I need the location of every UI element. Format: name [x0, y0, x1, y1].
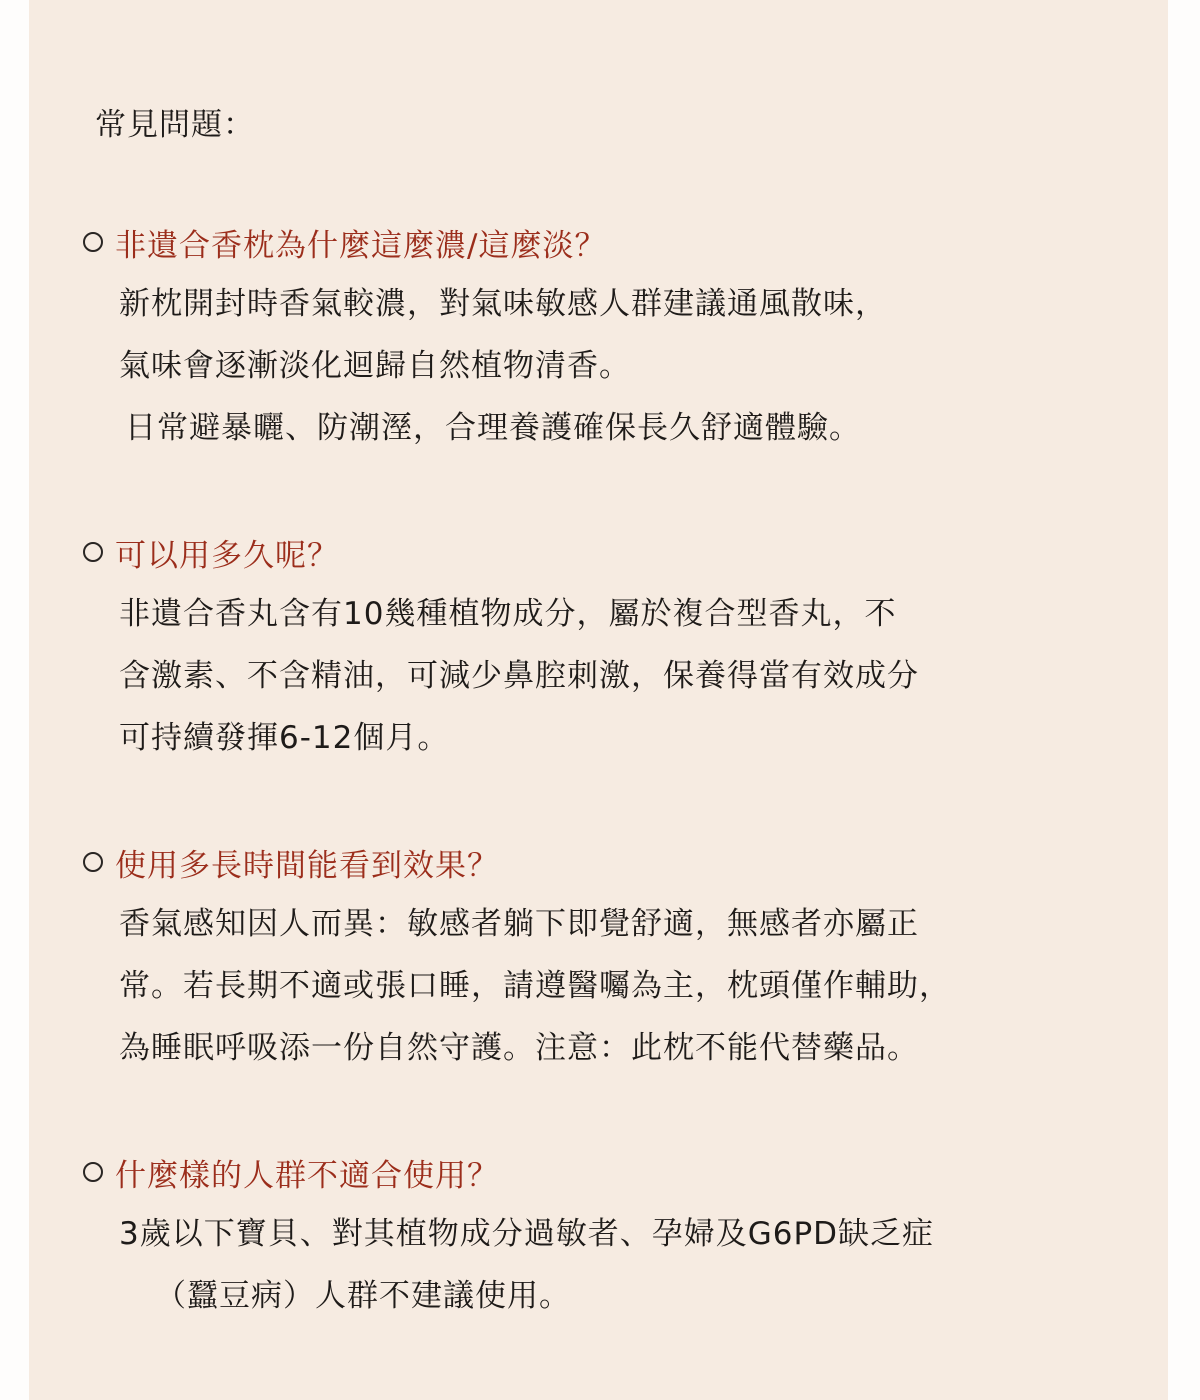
circle-bullet-icon — [83, 1162, 103, 1182]
faq-answer-line: 非遺合香丸含有10幾種植物成分，屬於複合型香丸，不 — [119, 596, 897, 632]
faq-question-row — [83, 842, 499, 882]
faq-question: 使用多長時間能看到效果？ — [115, 847, 499, 884]
circle-bullet-icon — [83, 232, 103, 252]
faq-question-row — [83, 532, 339, 572]
faq-question: 可以用多久呢？ — [115, 537, 339, 574]
faq-answer-line: 氣味會逐漸淡化迴歸自然植物清香。 — [119, 348, 631, 384]
faq-answer-line: （蠶豆病）人群不建議使用。 — [155, 1278, 571, 1314]
faq-answer-line: 可持續發揮6-12個月。 — [119, 720, 450, 756]
faq-answer-line: 新枕開封時香氣較濃，對氣味敏感人群建議通風散味， — [119, 286, 887, 322]
faq-question-row — [83, 222, 606, 262]
faq-question-row — [83, 1152, 499, 1192]
faq-answer-line: 日常避暴曬、防潮溼，合理養護確保長久舒適體驗。 — [125, 410, 861, 446]
faq-answer-line: 常。若長期不適或張口睡，請遵醫囑為主，枕頭僅作輔助， — [119, 968, 951, 1004]
faq-answer-line: 含激素、不含精油，可減少鼻腔刺激，保養得當有效成分 — [119, 658, 919, 694]
circle-bullet-icon — [83, 542, 103, 562]
faq-answer-line: 為睡眠呼吸添一份自然守護。注意：此枕不能代替藥品。 — [119, 1030, 919, 1066]
faq-question: 什麼樣的人群不適合使用？ — [115, 1157, 499, 1194]
faq-question: 非遺合香枕為什麼這麼濃/這麼淡？ — [115, 227, 607, 264]
faq-answer-line: 3歲以下寶貝、對其植物成分過敏者、孕婦及G6PD缺乏症 — [119, 1216, 935, 1252]
circle-bullet-icon — [83, 852, 103, 872]
faq-heading: 常見問題： — [95, 107, 255, 143]
faq-answer-line: 香氣感知因人而異：敏感者躺下即覺舒適，無感者亦屬正 — [119, 906, 919, 942]
